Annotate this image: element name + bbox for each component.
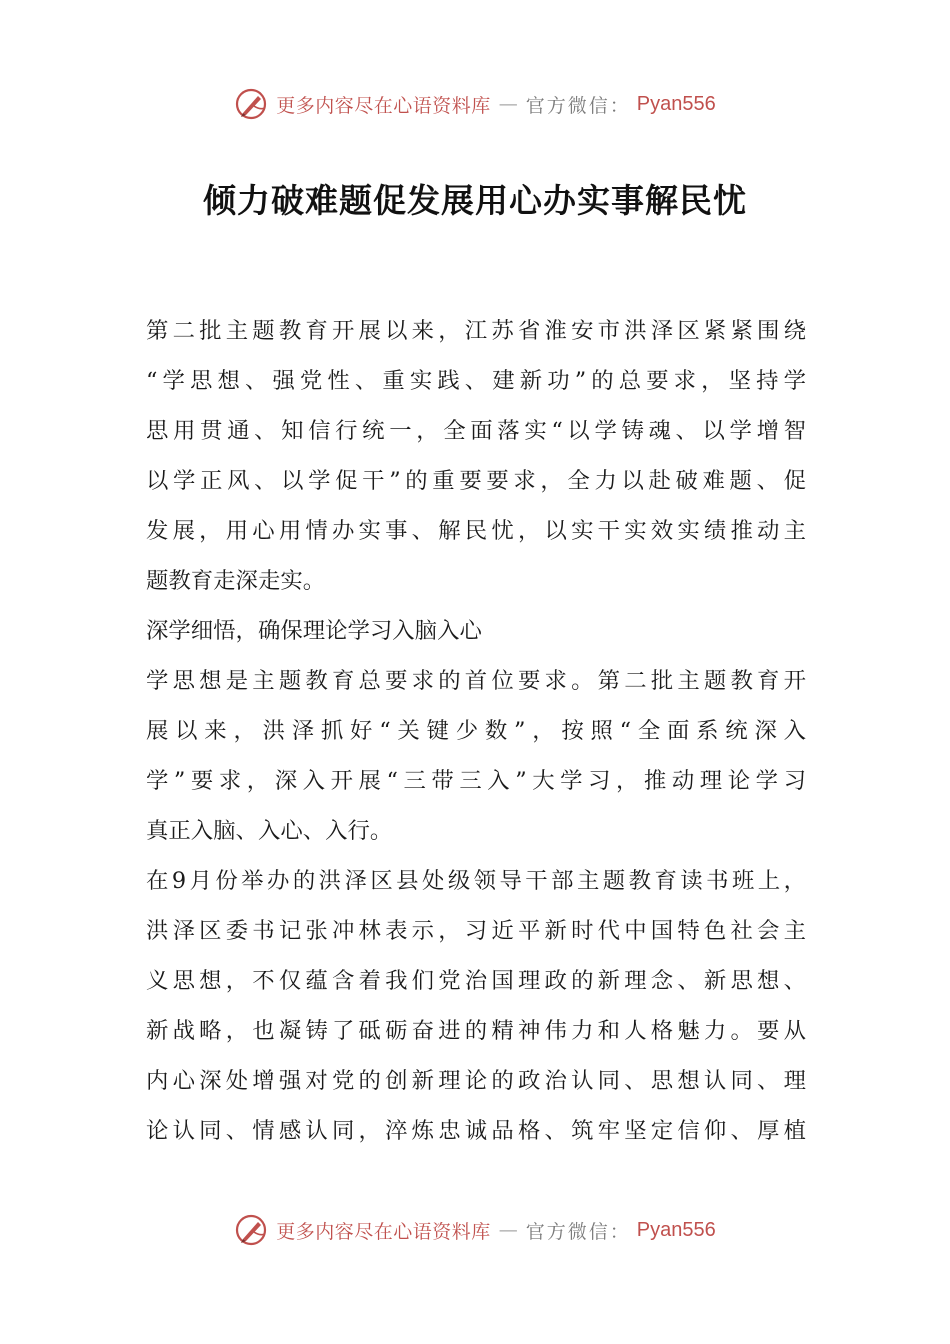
body-line: 义思想，不仅蕴含着我们党治国理政的新理念、新思想、	[146, 968, 806, 994]
body-line: “学思想、强党性、重实践、建新功”的总要求，坚持学	[146, 368, 806, 394]
body-line: 真正入脑、入心、入行。	[146, 818, 393, 844]
document-title: 倾力破难题促发展用心办实事解民忧	[203, 181, 747, 220]
body-line: 学思想是主题教育总要求的首位要求。第二批主题教育开	[146, 668, 806, 694]
body-line: 题教育走深走实。	[146, 568, 326, 594]
body-line: 思用贯通、知信行统一，全面落实“以学铸魂、以学增智	[146, 418, 806, 444]
body-line: 以学正风、以学促干”的重要要求，全力以赴破难题、促	[146, 468, 806, 494]
body-line: 内心深处增强对党的创新理论的政治认同、思想认同、理	[146, 1068, 806, 1094]
watermark-separator: —	[498, 93, 518, 115]
body-line: 论认同、情感认同，淬炼忠诚品格、筑牢坚定信仰、厚植	[146, 1118, 806, 1144]
pen-logo-icon	[234, 1212, 270, 1248]
watermark-wechat-label: 官方微信：	[525, 1220, 631, 1243]
footer-watermark	[0, 1210, 950, 1250]
body-line: 新战略，也凝铸了砥砺奋进的精神伟力和人格魅力。要从	[146, 1018, 806, 1044]
body-line: 第二批主题教育开展以来，江苏省淮安市洪泽区紧紧围绕	[146, 318, 806, 344]
body-line: 洪泽区委书记张冲林表示，习近平新时代中国特色社会主	[146, 918, 806, 944]
watermark-wechat-id: Pyan556	[636, 92, 716, 115]
body-line: 深学细悟，确保理论学习入脑入心	[146, 618, 482, 644]
watermark-site-text: 更多内容尽在心语资料库	[276, 94, 491, 117]
body-line: 在9月份举办的洪泽区县处级领导干部主题教育读书班上，	[146, 868, 806, 894]
pen-logo-icon	[234, 86, 270, 122]
body-line: 学”要求，深入开展“三带三入”大学习，推动理论学习	[146, 768, 806, 794]
body-line: 展以来，洪泽抓好“关键少数”，按照“全面系统深入	[146, 718, 806, 744]
watermark-separator: —	[498, 1219, 518, 1241]
watermark-wechat-id: Pyan556	[636, 1218, 716, 1241]
watermark-wechat-label: 官方微信：	[525, 94, 631, 117]
watermark-site-text: 更多内容尽在心语资料库	[276, 1220, 491, 1243]
document-body	[146, 306, 806, 1156]
body-line: 发展，用心用情办实事、解民忧，以实干实效实绩推动主	[146, 518, 806, 544]
header-watermark	[0, 84, 950, 124]
